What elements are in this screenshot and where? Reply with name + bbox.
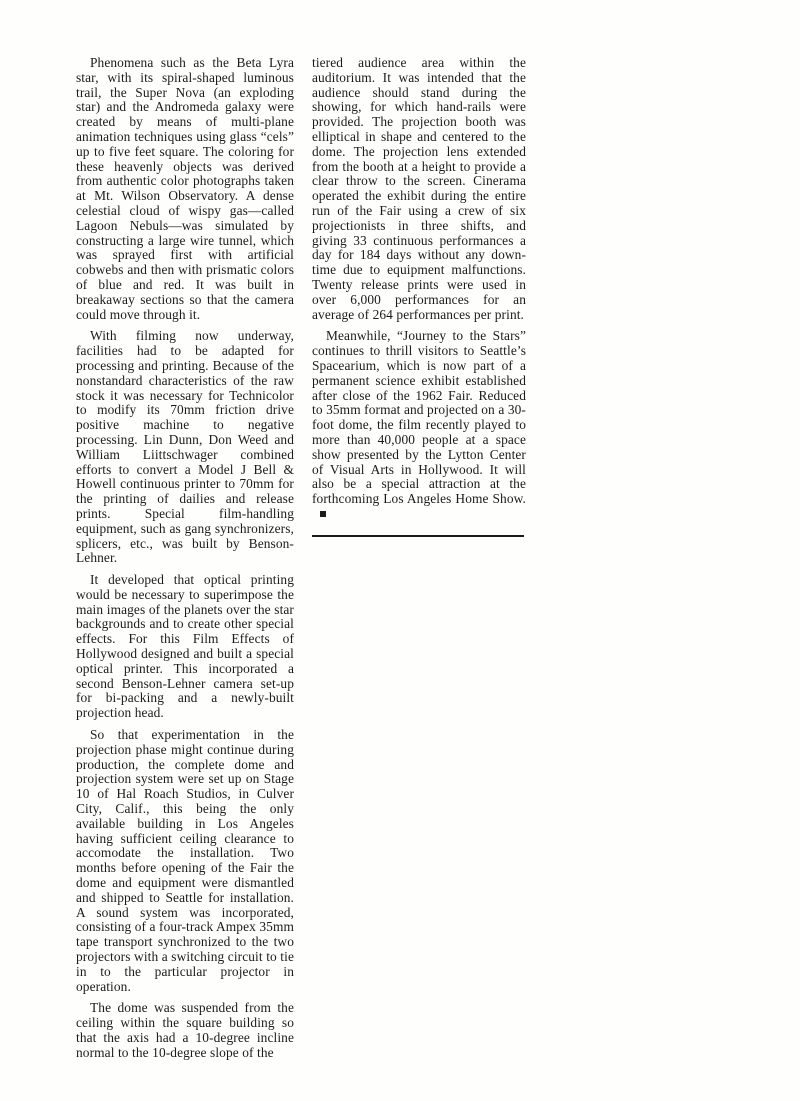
- end-of-article-square-icon: [320, 511, 326, 517]
- paragraph-closing: [312, 329, 526, 521]
- paragraph: It developed that optical printing would be necessary to superimpose the main images of the planets over the star backgrounds and to create other special effects. For this Film Effects of Hollywood designed and built a special optical printer. This incorporated a second Benson-Lehner camera set-up for bi-packing and a newly-built projection head.: [76, 572, 294, 721]
- right-text-column: [312, 56, 526, 537]
- paragraph: With filming now underway, facilities had to be adapted for processing and printing. Because of the nonstandard characteristics of the raw stock it was necessary for Technicolor to modify its 70mm friction drive positive machine to negative processing. Lin Dunn, Don Weed and William Liittschwager combined efforts to convert a Model J Bell & Howell continuous printer to 70mm for the printing of dailies and release prints. Special film-handling equipment, such as gang synchronizers, splicers, etc., was built by Benson-Lehner.: [76, 328, 294, 566]
- left-text-column: [76, 56, 294, 1068]
- paragraph: The dome was suspended from the ceiling within the square building so that the axis had a 10-degree incline normal to the 10-degree slope of the: [76, 1000, 294, 1060]
- closing-divider-rule: [312, 535, 524, 537]
- paragraph: Phenomena such as the Beta Lyra star, with its spiral-shaped luminous trail, the Super Nova (an exploding star) and the Andromeda galaxy were created by means of multi-plane animation techniques using glass “cels” up to five feet square. The coloring for these heavenly objects was derived from authentic color photographs taken at Mt. Wilson Observatory. A dense celestial cloud of wispy gas—called Lagoon Nebuls—was simulated by constructing a large wire tunnel, which was sprayed first with artificial cobwebs and then with prismatic colors of blue and red. It was built in breakaway sections so that the camera could move through it.: [76, 55, 294, 322]
- closing-text: Meanwhile, “Journey to the Stars” continues to thrill visitors to Seattle’s Spacearium, which is now part of a permanent science exhibit established after close of the 1962 Fair. Reduced to 35mm format and projected on a 30-foot dome, the film recently played to more than 40,000 people at a space show presented by the Lytton Center of Visual Arts in Hollywood. It will also be a special attraction at the forthcoming Los Angeles Home Show.: [312, 328, 526, 507]
- paragraph-continued: tiered audience area within the auditorium. It was intended that the audience should stand during the showing, for which hand-rails were provided. The projection booth was elliptical in shape and centered to the dome. The projection lens extended from the booth at a height to provide a clear throw to the screen. Cinerama operated the exhibit during the entire run of the Fair using a crew of six projectionists in three shifts, and giving 33 continuous performances a day for 184 days without any down-time due to equipment malfunctions. Twenty release prints were used in over 6,000 performances for an average of 264 performances per print.: [312, 55, 526, 322]
- paragraph: So that experimentation in the projection phase might continue during production, the complete dome and projection system were set up on Stage 10 of Hal Roach Studios, in Culver City, Calif., this being the only available building in Los Angeles having sufficient ceiling clearance to accomodate the installation. Two months before opening of the Fair the dome and equipment were dismantled and shipped to Seattle for installation. A sound system was incorporated, consisting of a four-track Ampex 35mm tape transport synchronized to the two projectors with a switching circuit to tie in to the particular projector in operation.: [76, 727, 295, 994]
